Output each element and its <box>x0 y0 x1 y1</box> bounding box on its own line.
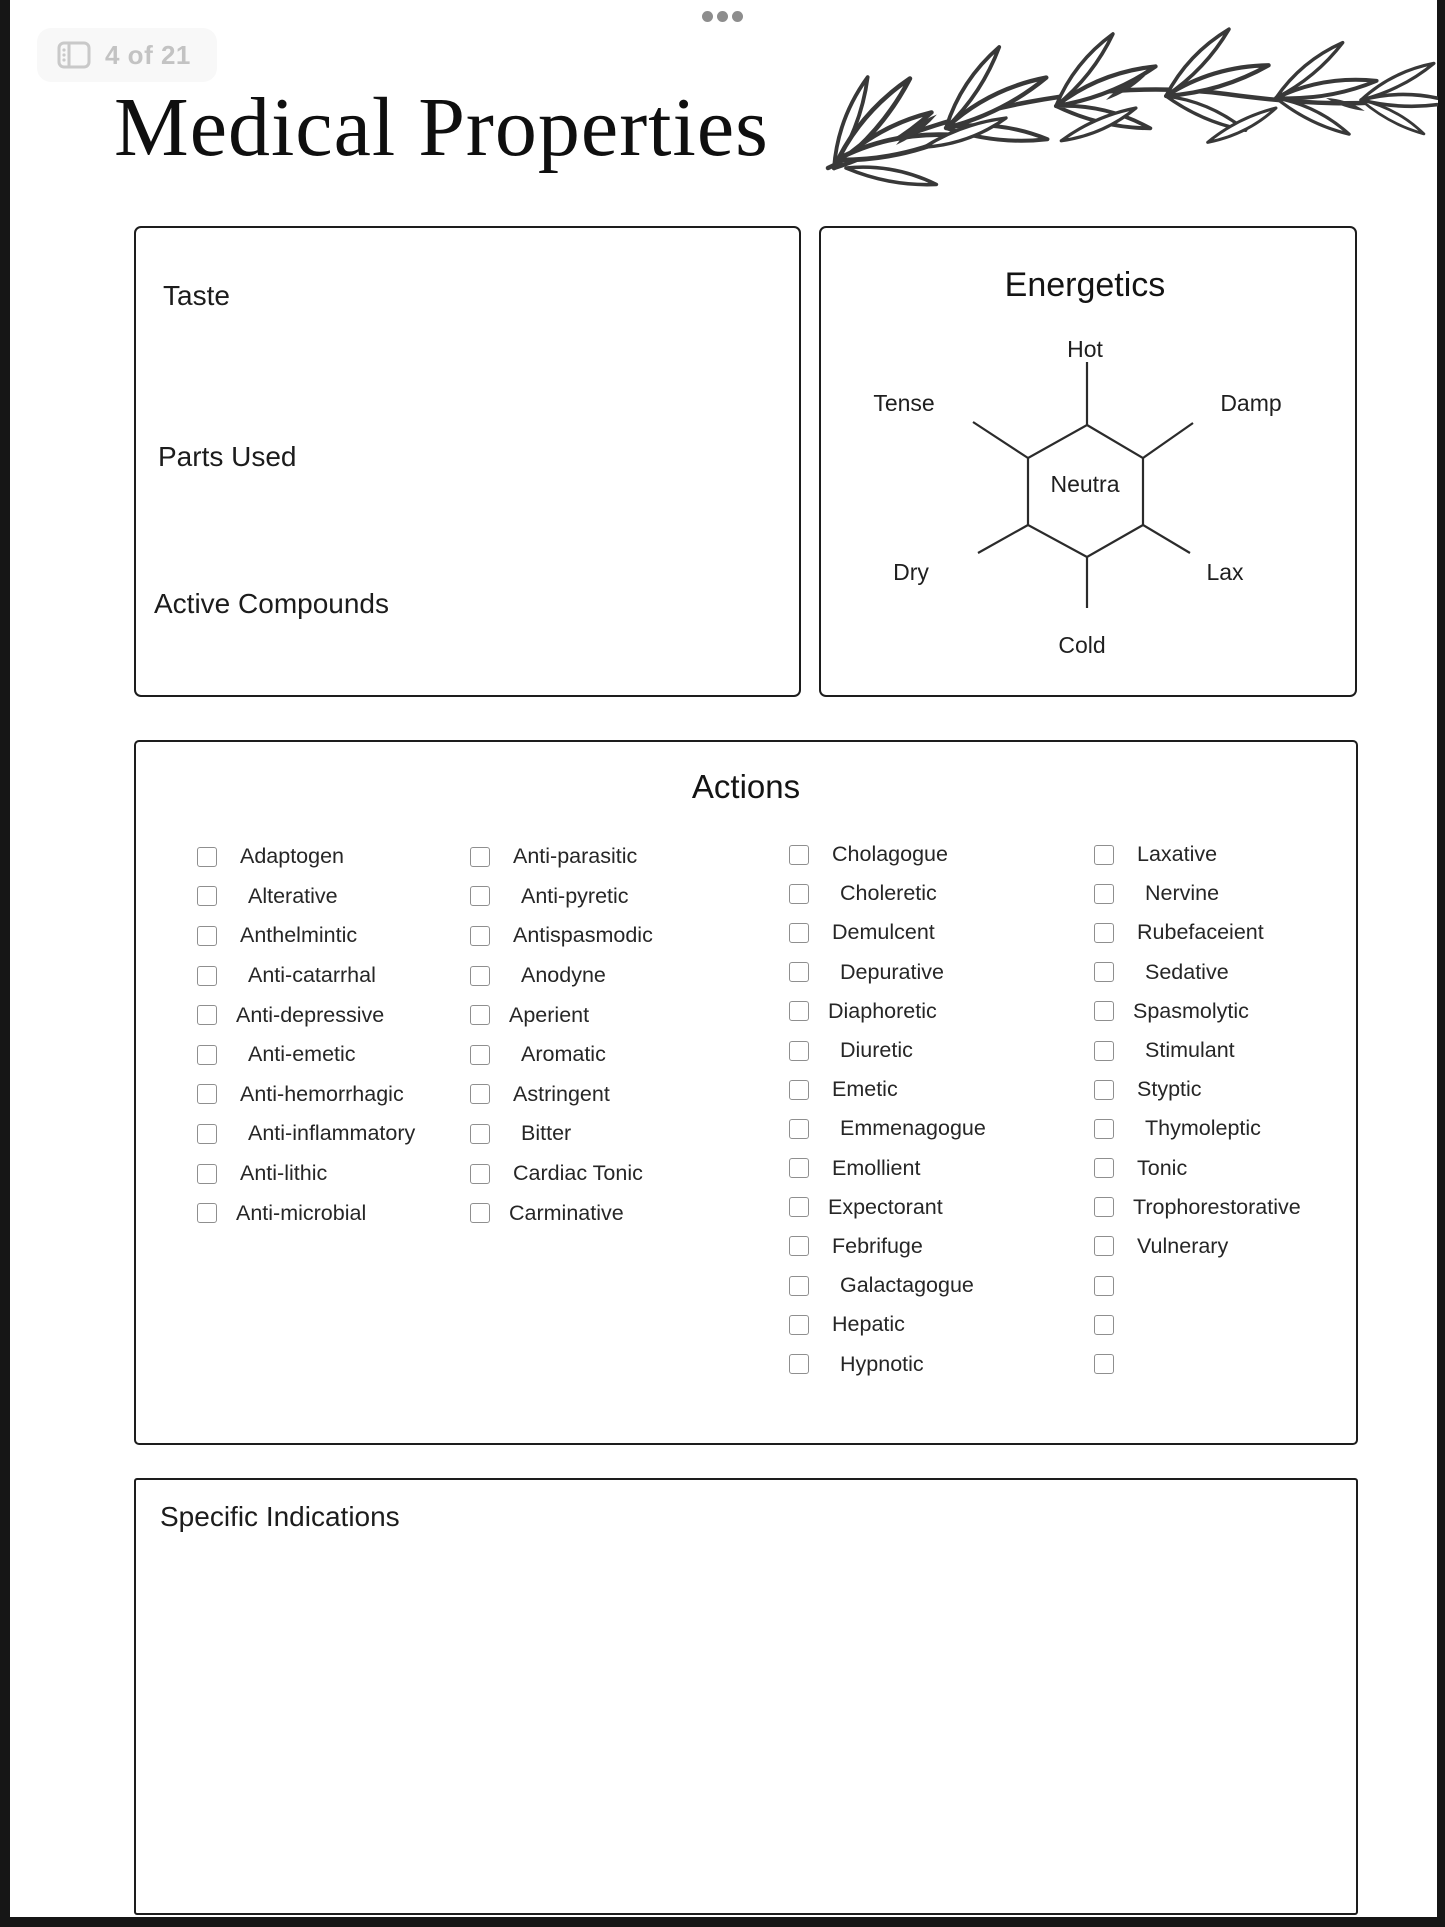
action-checkbox[interactable] <box>789 962 809 982</box>
action-item <box>470 1154 653 1194</box>
action-item <box>1094 953 1301 992</box>
action-label: Emollient <box>832 1155 921 1180</box>
action-label: Anodyne <box>521 963 606 988</box>
action-item <box>197 995 415 1035</box>
action-item <box>789 1031 986 1070</box>
actions-column-2 <box>470 837 653 1233</box>
action-item <box>197 956 415 996</box>
action-checkbox[interactable] <box>789 1354 809 1374</box>
action-item <box>1094 1266 1301 1305</box>
energetics-axis-lax: Lax <box>1206 559 1244 585</box>
action-item <box>1094 1227 1301 1266</box>
specific-indications-label: Specific Indications <box>160 1501 400 1532</box>
action-checkbox[interactable] <box>470 1005 490 1025</box>
action-checkbox[interactable] <box>197 1164 217 1184</box>
action-checkbox[interactable] <box>1094 923 1114 943</box>
energetics-axis-hot: Hot <box>1067 336 1103 362</box>
action-item <box>470 1193 653 1233</box>
action-item <box>197 1075 415 1115</box>
action-item <box>789 1109 986 1148</box>
action-item <box>789 1188 986 1227</box>
action-checkbox[interactable] <box>789 845 809 865</box>
action-checkbox[interactable] <box>197 1045 217 1065</box>
action-label: Alterative <box>248 883 338 908</box>
action-checkbox[interactable] <box>1094 1001 1114 1021</box>
actions-column-4 <box>1094 835 1301 1384</box>
action-item <box>470 916 653 956</box>
action-checkbox[interactable] <box>1094 1276 1114 1296</box>
action-label: Cholagogue <box>832 842 948 867</box>
action-checkbox[interactable] <box>197 1084 217 1104</box>
action-label: Febrifuge <box>832 1233 923 1258</box>
action-label: Anti-catarrhal <box>248 963 376 988</box>
action-checkbox[interactable] <box>789 1119 809 1139</box>
action-label: Demulcent <box>832 920 935 945</box>
action-label: Anti-emetic <box>248 1042 356 1067</box>
action-item <box>197 1035 415 1075</box>
action-checkbox[interactable] <box>197 847 217 867</box>
action-label: Anti-inflammatory <box>248 1121 416 1146</box>
action-checkbox[interactable] <box>197 1005 217 1025</box>
viewer-edge-bottom <box>0 1917 1445 1927</box>
rosemary-sprig-illustration <box>806 10 1438 195</box>
energetics-center-label: Neutra <box>1050 471 1120 497</box>
energetics-axis-cold: Cold <box>1058 632 1106 658</box>
action-item <box>1094 1031 1301 1070</box>
action-item <box>1094 913 1301 952</box>
action-checkbox[interactable] <box>1094 884 1114 904</box>
action-item <box>789 1149 986 1188</box>
action-item <box>470 1075 653 1115</box>
action-item <box>470 1114 653 1154</box>
action-label: Anthelmintic <box>240 923 358 948</box>
action-item <box>789 874 986 913</box>
action-label: Cardiac Tonic <box>513 1161 643 1186</box>
action-item <box>1094 1070 1301 1109</box>
page-indicator-label: 4 of 21 <box>105 39 191 70</box>
action-item <box>1094 1344 1301 1383</box>
action-label: Anti-microbial <box>236 1200 367 1225</box>
taste-label: Taste <box>163 280 230 311</box>
action-checkbox[interactable] <box>197 1124 217 1144</box>
action-checkbox[interactable] <box>470 1164 490 1184</box>
action-checkbox[interactable] <box>470 926 490 946</box>
action-item <box>789 1227 986 1266</box>
action-item <box>789 913 986 952</box>
action-label: Antispasmodic <box>513 923 653 948</box>
action-label: Aromatic <box>521 1042 606 1067</box>
action-label: Vulnerary <box>1137 1233 1229 1258</box>
action-label: Depurative <box>840 959 944 984</box>
page-title: Medical Properties <box>114 81 769 174</box>
profile-panel[interactable] <box>134 226 801 697</box>
action-checkbox[interactable] <box>197 926 217 946</box>
specific-indications-panel[interactable] <box>134 1478 1358 1915</box>
energetics-axis-tense: Tense <box>873 390 935 416</box>
actions-column-3 <box>789 835 986 1384</box>
action-label: Tonic <box>1137 1155 1188 1180</box>
action-checkbox[interactable] <box>470 1203 490 1223</box>
action-label: Rubefaceient <box>1137 920 1264 945</box>
action-checkbox[interactable] <box>470 1124 490 1144</box>
action-label: Sedative <box>1145 959 1229 984</box>
action-checkbox[interactable] <box>1094 1236 1114 1256</box>
action-label: Stimulant <box>1145 1038 1235 1063</box>
active-compounds-label: Active Compounds <box>154 588 390 619</box>
parts-used-label: Parts Used <box>158 441 297 472</box>
action-label: Choleretic <box>840 881 937 906</box>
action-checkbox[interactable] <box>1094 962 1114 982</box>
action-label: Emmenagogue <box>840 1116 986 1141</box>
action-checkbox[interactable] <box>789 1158 809 1178</box>
action-checkbox[interactable] <box>789 1041 809 1061</box>
action-item <box>470 956 653 996</box>
action-label: Bitter <box>521 1121 572 1146</box>
action-item <box>789 1070 986 1109</box>
action-checkbox[interactable] <box>470 886 490 906</box>
action-checkbox[interactable] <box>789 1080 809 1100</box>
action-label: Carminative <box>509 1200 624 1225</box>
action-checkbox[interactable] <box>1094 1197 1114 1217</box>
action-label: Emetic <box>832 1077 898 1102</box>
action-item <box>197 1193 415 1233</box>
action-item <box>1094 992 1301 1031</box>
action-checkbox[interactable] <box>1094 845 1114 865</box>
action-label: Galactagogue <box>840 1273 974 1298</box>
action-item <box>197 1154 415 1194</box>
action-checkbox[interactable] <box>470 1084 490 1104</box>
action-label: Diaphoretic <box>828 998 937 1023</box>
action-checkbox[interactable] <box>1094 1119 1114 1139</box>
action-label: Astringent <box>513 1081 610 1106</box>
dot-icon <box>717 11 728 22</box>
dot-icon <box>732 11 743 22</box>
action-label: Laxative <box>1137 842 1218 867</box>
action-label: Anti-depressive <box>236 1002 385 1027</box>
action-item <box>1094 1188 1301 1227</box>
action-checkbox[interactable] <box>1094 1158 1114 1178</box>
action-label: Anti-hemorrhagic <box>240 1081 404 1106</box>
viewer-edge-left <box>0 0 10 1927</box>
action-label: Anti-lithic <box>240 1161 328 1186</box>
action-checkbox[interactable] <box>1094 1080 1114 1100</box>
more-menu-handle[interactable] <box>702 11 743 22</box>
action-item <box>1094 874 1301 913</box>
page-thumbnails-icon <box>57 41 91 69</box>
action-checkbox[interactable] <box>1094 1354 1114 1374</box>
action-checkbox[interactable] <box>789 884 809 904</box>
actions-panel <box>134 740 1358 1445</box>
energetics-hexagon-diagram <box>821 228 1354 694</box>
dot-icon <box>702 11 713 22</box>
action-label: Trophorestorative <box>1133 1194 1301 1219</box>
action-label: Adaptogen <box>240 844 345 869</box>
action-checkbox[interactable] <box>789 1276 809 1296</box>
action-item <box>1094 1109 1301 1148</box>
action-item <box>789 1305 986 1344</box>
action-checkbox[interactable] <box>197 886 217 906</box>
action-label: Expectorant <box>828 1194 943 1219</box>
action-label: Spasmolytic <box>1133 998 1249 1023</box>
action-item <box>1094 835 1301 874</box>
action-item <box>789 1266 986 1305</box>
action-item <box>197 916 415 956</box>
action-item <box>470 877 653 917</box>
action-checkbox[interactable] <box>197 1203 217 1223</box>
action-checkbox[interactable] <box>470 847 490 867</box>
action-item <box>470 837 653 877</box>
action-label: Hypnotic <box>840 1351 924 1376</box>
action-item <box>789 835 986 874</box>
action-checkbox[interactable] <box>470 966 490 986</box>
action-item <box>1094 1149 1301 1188</box>
action-checkbox[interactable] <box>789 1236 809 1256</box>
action-label: Diuretic <box>840 1038 913 1063</box>
action-item <box>197 837 415 877</box>
action-label: Anti-pyretic <box>521 883 629 908</box>
action-label: Anti-parasitic <box>513 844 638 869</box>
action-item <box>789 1344 986 1383</box>
viewer-edge-right <box>1437 0 1445 1927</box>
energetics-title: Energetics <box>1004 266 1166 304</box>
action-item <box>470 1035 653 1075</box>
action-checkbox[interactable] <box>470 1045 490 1065</box>
energetics-axis-dry: Dry <box>893 559 929 585</box>
action-item <box>470 995 653 1035</box>
action-label: Styptic <box>1137 1077 1202 1102</box>
action-label: Thymoleptic <box>1145 1116 1261 1141</box>
action-checkbox[interactable] <box>1094 1041 1114 1061</box>
action-checkbox[interactable] <box>789 1001 809 1021</box>
action-item <box>197 1114 415 1154</box>
action-checkbox[interactable] <box>789 923 809 943</box>
action-label: Hepatic <box>832 1312 905 1337</box>
energetics-axis-damp: Damp <box>1220 390 1282 416</box>
action-item <box>197 877 415 917</box>
action-checkbox[interactable] <box>789 1197 809 1217</box>
energetics-panel <box>819 226 1357 697</box>
page-indicator[interactable] <box>37 28 217 82</box>
action-item <box>789 992 986 1031</box>
action-item <box>1094 1305 1301 1344</box>
action-checkbox[interactable] <box>789 1315 809 1335</box>
actions-column-1 <box>197 837 415 1233</box>
action-checkbox[interactable] <box>1094 1315 1114 1335</box>
action-item <box>789 953 986 992</box>
action-label: Aperient <box>509 1002 590 1027</box>
action-label: Nervine <box>1145 881 1220 906</box>
action-checkbox[interactable] <box>197 966 217 986</box>
actions-title: Actions <box>691 768 801 805</box>
